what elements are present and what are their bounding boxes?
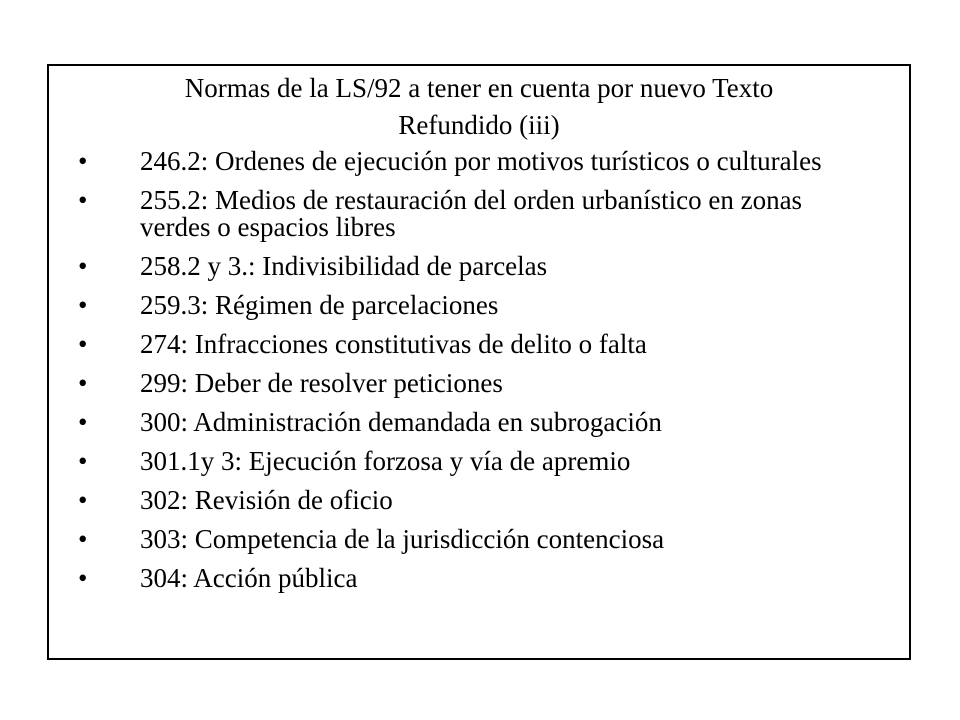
list-item-text: 274: Infracciones constitutivas de delito o falta — [140, 329, 647, 359]
bullet-icon: • — [78, 185, 88, 215]
bullet-icon: • — [78, 524, 88, 554]
bullet-icon: • — [78, 329, 88, 359]
list-item-text: 300: Administración demandada en subrogación — [140, 407, 662, 437]
list-item — [49, 292, 909, 319]
list-item — [49, 148, 909, 175]
list-item-text: 259.3: Régimen de parcelaciones — [140, 290, 499, 320]
list-item-text: 302: Revisión de oficio — [140, 485, 393, 515]
list-item-text: 255.2: Medios de restauración del orden urbanístico en zonas verdes o espacios libres — [140, 185, 803, 242]
list-item — [49, 526, 909, 553]
list-item — [49, 331, 909, 358]
slide-title-line-1: Normas de la LS/92 a tener en cuenta por nuevo Texto — [184, 73, 774, 103]
slide-frame — [47, 64, 911, 660]
bullet-icon: • — [78, 368, 88, 398]
list-item-text: 258.2 y 3.: Indivisibilidad de parcelas — [140, 251, 548, 281]
bullet-icon: • — [78, 251, 88, 281]
list-item-text: 246.2: Ordenes de ejecución por motivos turísticos o culturales — [140, 146, 822, 176]
list-item — [49, 187, 909, 241]
bullet-icon: • — [78, 563, 88, 593]
bullet-icon: • — [78, 446, 88, 476]
list-item-text: 303: Competencia de la jurisdicción contenciosa — [140, 524, 665, 554]
list-item-text: 299: Deber de resolver peticiones — [140, 368, 503, 398]
slide-title — [49, 70, 909, 144]
list-item — [49, 448, 909, 475]
list-item-text: 304: Acción pública — [140, 563, 358, 593]
list-item — [49, 409, 909, 436]
list-item — [49, 253, 909, 280]
list-item — [49, 487, 909, 514]
bullet-icon: • — [78, 290, 88, 320]
slide-title-line-2: Refundido (iii) — [398, 110, 560, 140]
list-item-text: 301.1y 3: Ejecución forzosa y vía de apremio — [140, 446, 631, 476]
list-item — [49, 370, 909, 397]
bullet-list — [49, 148, 909, 604]
bullet-icon: • — [78, 407, 88, 437]
bullet-icon: • — [78, 146, 88, 176]
bullet-icon: • — [78, 485, 88, 515]
list-item — [49, 565, 909, 592]
